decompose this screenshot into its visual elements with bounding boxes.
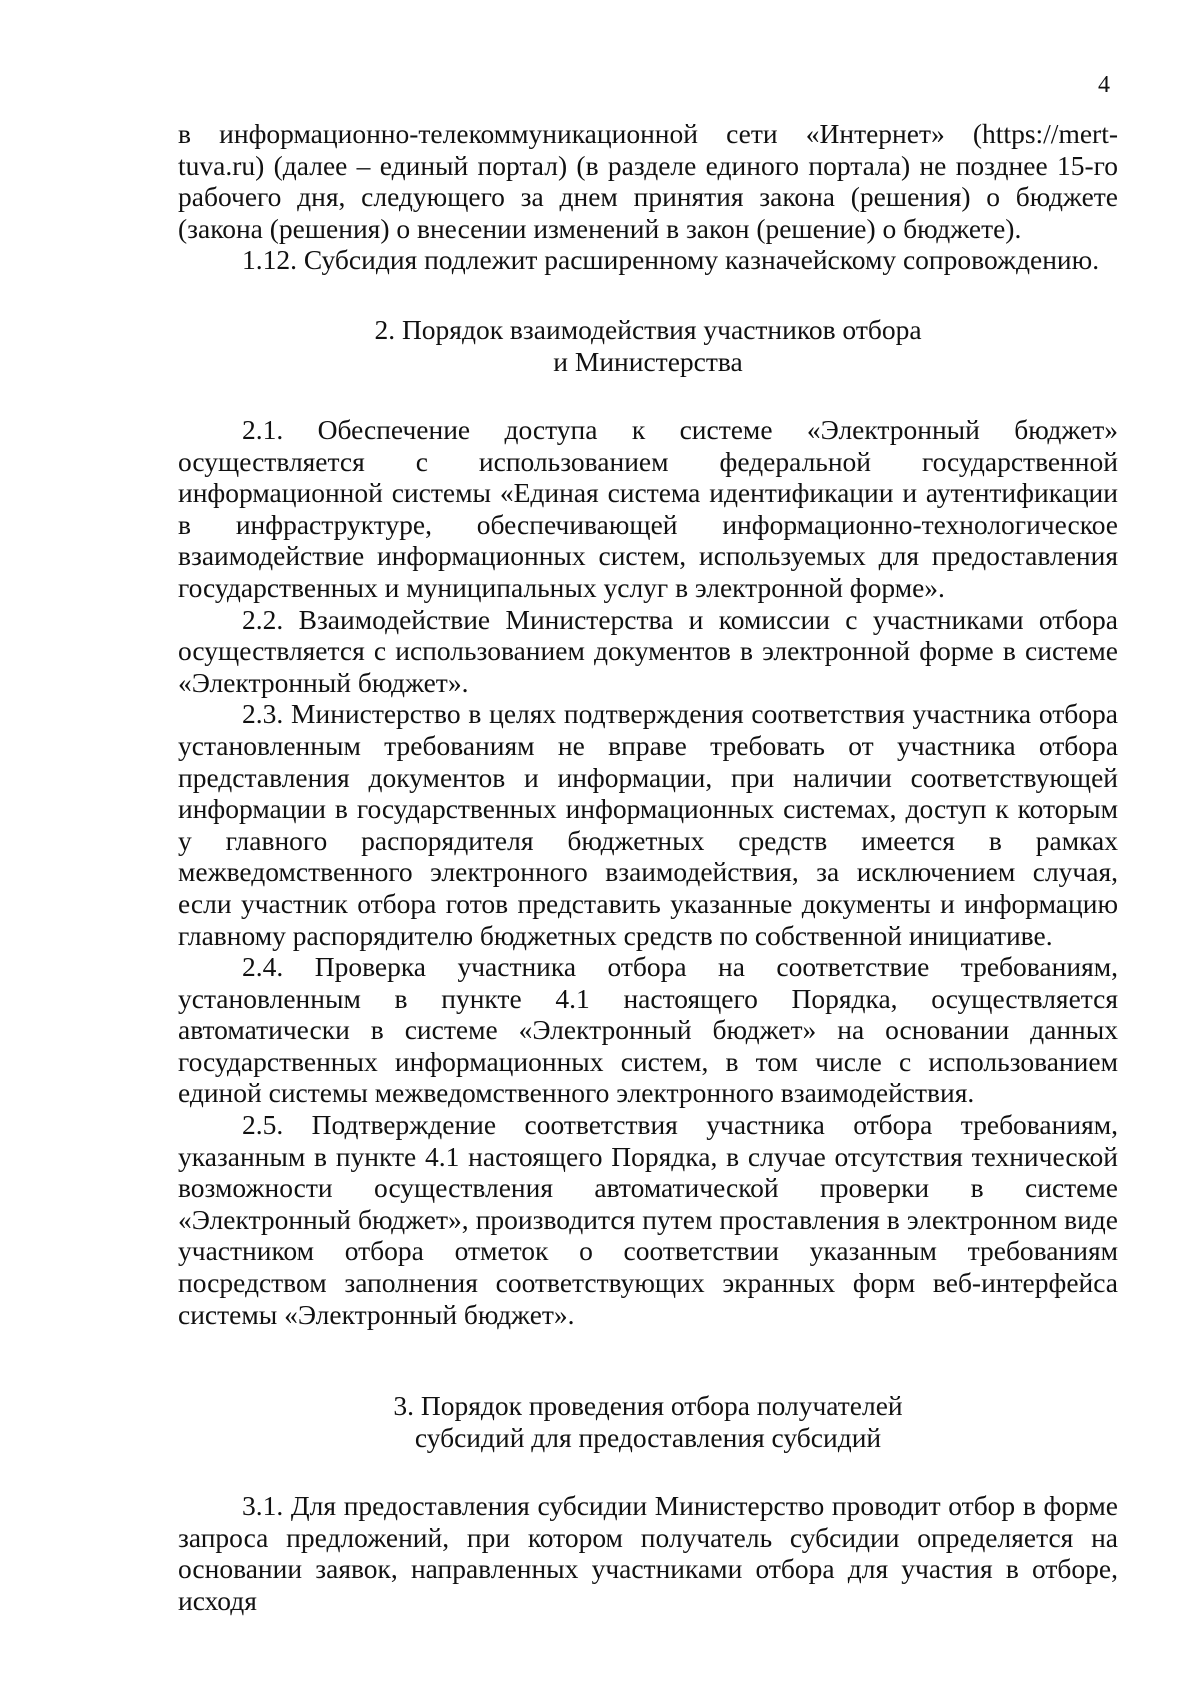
paragraph-1-12: 1.12. Субсидия подлежит расширенному казначейскому сопровождению. <box>242 244 1100 276</box>
paragraph-continuation: в информационно-телекоммуникационной сети «Интернет» (https://mert-tuva.ru) (далее – единый портал) (в разделе единого портала) не позднее 15-го рабочего дня, следующего за днем принятия закона (решения) о бюджете (закона (решения) о внесении изменений в закон (решение) о бюджете). <box>178 118 1118 244</box>
section-2-heading <box>178 314 1118 377</box>
section-3-heading <box>178 1390 1118 1453</box>
paragraph-2-1: 2.1. Обеспечение доступа к системе «Электронный бюджет» осуществляется с использованием федеральной государственной информационной системы «Единая система идентификации и аутентификации в инфраструктуре, обеспечивающей информационно-технологическое взаимодействие информационных систем, используемых для предоставления государственных и муниципальных услуг в электронной форме». <box>178 414 1118 603</box>
paragraph-2-5: 2.5. Подтверждение соответствия участника отбора требованиям, указанным в пункте 4.1 настоящего Порядка, в случае отсутствия технической возможности осуществления автоматической проверки в системе «Электронный бюджет», производится путем проставления в электронном виде участником отбора отметок о соответствии указанным требованиям посредством заполнения соответствующих экранных форм веб-интерфейса системы «Электронный бюджет». <box>178 1109 1118 1330</box>
page-number: 4 <box>1098 72 1110 98</box>
section-3-title-line-1: 3. Порядок проведения отбора получателей <box>393 1390 903 1421</box>
section-2-body <box>178 414 1118 1330</box>
paragraph-3-1: 3.1. Для предоставления субсидии Министерство проводит отбор в форме запроса предложений, при котором получатель субсидии определяется на основании заявок, направленных участниками отбора для участия в отборе, исходя <box>178 1490 1118 1616</box>
section-3-title-line-2: субсидий для предоставления субсидий <box>414 1421 882 1453</box>
paragraph-2-4: 2.4. Проверка участника отбора на соответствие требованиям, установленным в пункте 4.1 настоящего Порядка, осуществляется автоматически в системе «Электронный бюджет» на основании данных государственных информационных систем, в том числе с использованием единой системы межведомственного электронного взаимодействия. <box>178 951 1118 1109</box>
paragraph-2-3: 2.3. Министерство в целях подтверждения соответствия участника отбора установленным требованиям не вправе требовать от участника отбора представления документов и информации, при наличии соответствующей информации в государственных информационных системах, доступ к которым у главного распорядителя бюджетных средств имеется в рамках межведомственного электронного взаимодействия, за исключением случая, если участник отбора готов представить указанные документы и информацию главному распорядителю бюджетных средств по собственной инициативе. <box>178 698 1118 951</box>
paragraph-2-2: 2.2. Взаимодействие Министерства и комиссии с участниками отбора осуществляется с использованием документов в электронной форме в системе «Электронный бюджет». <box>178 603 1118 698</box>
section-2-title-line-1: 2. Порядок взаимодействия участников отбора <box>374 314 922 345</box>
intro-block <box>178 118 1118 276</box>
section-2-title-line-2: и Министерства <box>553 345 743 377</box>
section-3-body <box>178 1490 1118 1616</box>
